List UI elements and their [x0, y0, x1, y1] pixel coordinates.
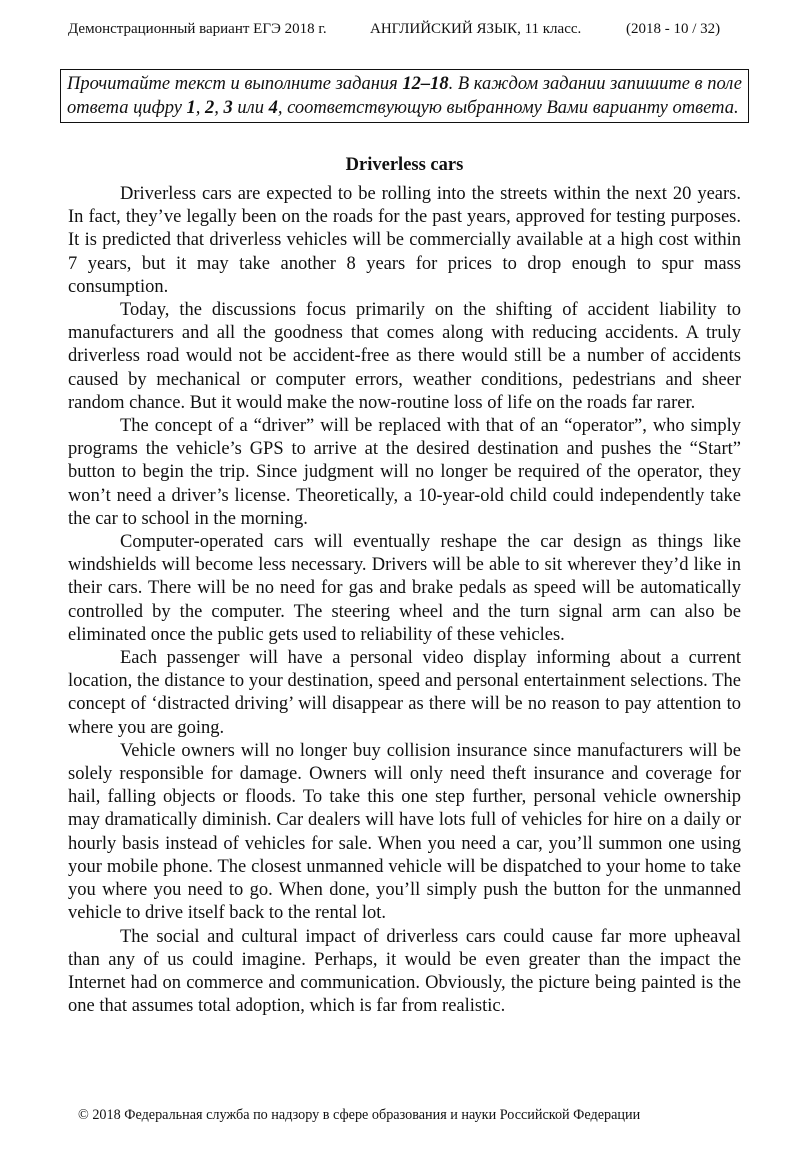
instruction-separator-3: или	[232, 97, 269, 118]
article-paragraph: The concept of a “driver” will be replaced with that of an “operator”, who simply programs the vehicle’s GPS to arrive at the desired destination and pushes the “Start” button to begin the trip. Since judgment will no longer be required of the operator, they won’t need a driver’s license. Theoretically, a 10-year-old child could independently take the car to school in the morning.	[68, 416, 741, 529]
page-footer-copyright: © 2018 Федеральная служба по надзору в сфере образования и науки Российской Федерации	[78, 1107, 641, 1123]
instruction-text-3: , соответствующую выбранному Вами варианту ответа.	[277, 97, 739, 118]
article-paragraph: Vehicle owners will no longer buy collision insurance since manufacturers will be solely responsible for damage. Owners will only need theft insurance and coverage for hail, falling objects or floods. To take this one step further, personal vehicle ownership may dramatically diminish. Car dealers will have lots full of vehicles for hire on a daily or hourly basis instead of vehicles for sale. When you need a car, you’ll summon one using your mobile phone. The closest unmanned vehicle will be dispatched to your home to take you where you need to go. When done, you’ll simply push the button for the unmanned vehicle to drive itself back to the rental lot.	[68, 740, 741, 924]
instruction-text-1: Прочитайте текст и выполните задания	[67, 74, 403, 94]
header-exam-title: Демонстрационный вариант ЕГЭ 2018 г.	[68, 21, 327, 37]
instruction-text-2: . В каждом задании запишите в поле ответа цифру	[67, 74, 742, 118]
article-paragraph: Today, the discussions focus primarily on the shifting of accident liability to manufacturers and all the goodness that comes along with reducing accidents. A truly driverless road would not be accident-free as there would still be a number of accidents caused by mechanical or computer errors, weather conditions, pedestrians and sheer random chance. But it would make the now-routine loss of life on the roads far rarer.	[68, 300, 741, 413]
instruction-box	[60, 69, 749, 123]
instruction-separator-2: ,	[214, 97, 224, 118]
article-paragraph: Each passenger will have a personal video display informing about a current location, the distance to your destination, speed and personal entertainment selections. The concept of ‘distracted driving’ will disappear as there will be no reason to pay attention to where you are going.	[68, 648, 741, 738]
header-page-number: (2018 - 10 / 32)	[626, 21, 721, 37]
article-title: Driverless cars	[345, 155, 464, 175]
instruction-digit-3: 3	[223, 97, 233, 118]
instruction-separator-1: ,	[195, 97, 206, 118]
instruction-task-range: 12–18	[402, 74, 449, 94]
header-subject: АНГЛИЙСКИЙ ЯЗЫК, 11 класс.	[370, 21, 582, 37]
instruction-digit-1: 1	[186, 97, 196, 118]
article-paragraph: Computer-operated cars will eventually reshape the car design as things like windshields will become less necessary. Drivers will be able to sit wherever they’d like in their cars. There will be no need for gas and brake pedals as speed will be automatically controlled by the computer. The steering wheel and the turn signal arm can also be eliminated once the public gets used to reliability of these vehicles.	[68, 532, 741, 645]
instruction-digit-4: 4	[268, 97, 278, 118]
article-body	[68, 183, 741, 1018]
article-paragraph: The social and cultural impact of driverless cars could cause far more upheaval than any of us could imagine. Perhaps, it would be even greater than the impact the Internet had on commerce and communication. Obviously, the picture being painted is the one that assumes total adoption, which is far from realistic.	[68, 926, 741, 1017]
instruction-digit-2: 2	[205, 97, 215, 118]
article-paragraph: Driverless cars are expected to be rolling into the streets within the next 20 years. In fact, they’ve legally been on the roads for the past years, approved for testing purposes. It is predicted that driverless vehicles will be commercially available at a high cost within 7 years, but it may take another 8 years for prices to drop enough to spur mass consumption.	[68, 184, 741, 297]
